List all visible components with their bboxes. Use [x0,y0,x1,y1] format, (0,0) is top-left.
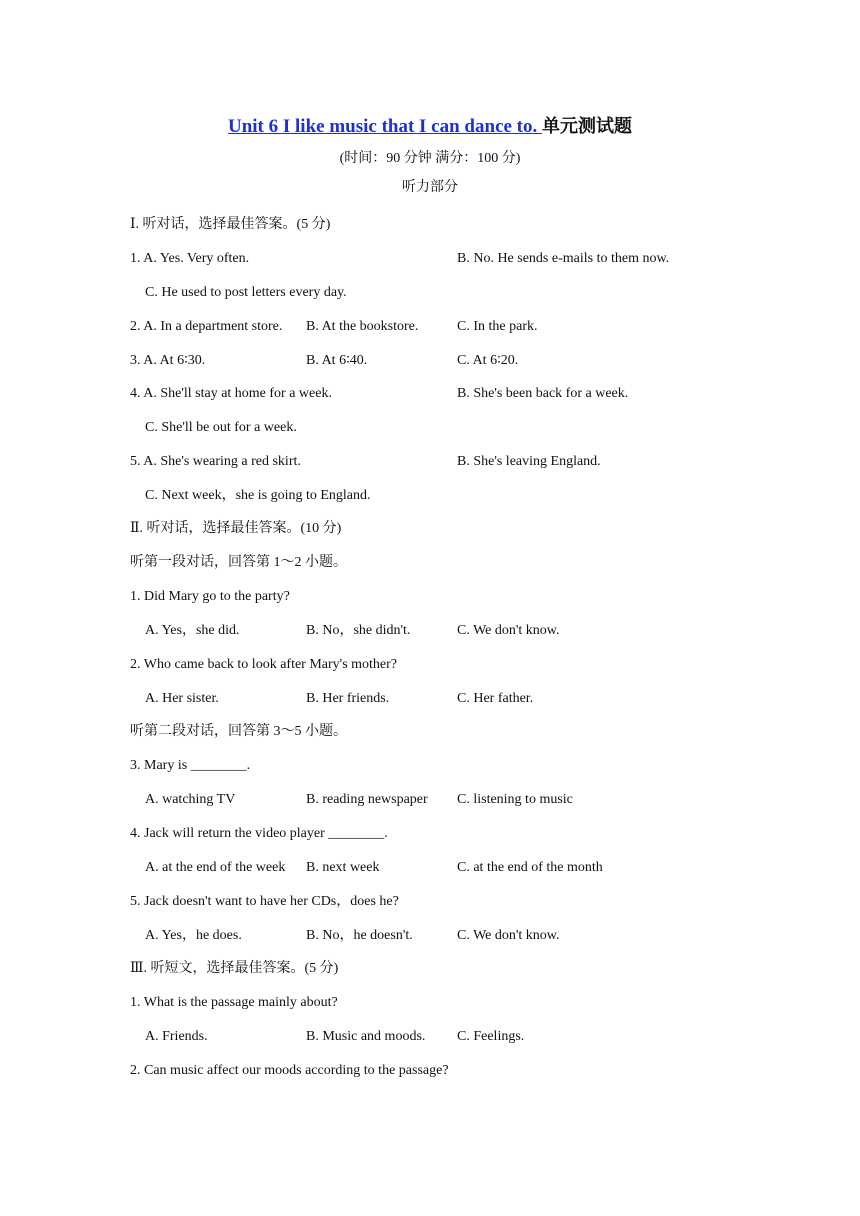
section3-heading: Ⅲ. 听短文，选择最佳答案。(5 分) [130,961,339,976]
s1-q2-option-b: B. At the bookstore. [306,319,419,334]
s2-q5-option-b: B. No，he doesn't. [306,928,413,943]
part-heading: 听力部分 [402,180,458,195]
s2-q3-option-c: C. listening to music [457,792,573,807]
section2-heading: Ⅱ. 听对话，选择最佳答案。(10 分) [130,521,342,536]
s1-q1-option-a: 1. A. Yes. Very often. [130,251,250,266]
s1-q3-option-c: C. At 6∶20. [457,353,519,368]
s3-q1-option-c: C. Feelings. [457,1029,525,1044]
title-link[interactable]: Unit 6 I like music that I can dance to. [227,116,543,137]
s2-q4-option-b: B. next week [306,860,380,875]
s2-dialogue2-intro: 听第二段对话，回答第 3～5 小题。 [130,724,347,739]
s2-q1-stem: 1. Did Mary go to the party? [130,589,290,604]
s1-q2-option-a: 2. A. In a department store. [130,319,283,334]
s1-q4-option-c: C. She'll be out for a week. [145,420,297,435]
s1-q5-option-c: C. Next week，she is going to England. [145,488,371,503]
s1-q4-option-a: 4. A. She'll stay at home for a week. [130,386,332,401]
s2-q1-option-b: B. No，she didn't. [306,623,411,638]
section1-heading: Ⅰ. 听对话，选择最佳答案。(5 分) [130,217,331,232]
s2-q2-option-c: C. Her father. [457,691,534,706]
s3-q2-stem: 2. Can music affect our moods according to the passage? [130,1063,449,1078]
s2-q2-option-b: B. Her friends. [306,691,390,706]
s3-q1-option-b: B. Music and moods. [306,1029,426,1044]
s2-q2-option-a: A. Her sister. [145,691,219,706]
s1-q3-option-a: 3. A. At 6∶30. [130,353,206,368]
document-title [0,112,860,142]
s1-q4-option-b: B. She's been back for a week. [457,386,629,401]
s2-q5-option-c: C. We don't know. [457,928,560,943]
s2-q4-option-a: A. at the end of the week [145,860,286,875]
s2-q4-stem: 4. Jack will return the video player ________. [130,826,388,841]
s2-q5-option-a: A. Yes，he does. [145,928,242,943]
s3-q1-stem: 1. What is the passage mainly about? [130,995,338,1010]
s1-q2-option-c: C. In the park. [457,319,538,334]
s2-q3-option-b: B. reading newspaper [306,792,428,807]
s2-q1-option-a: A. Yes，she did. [145,623,240,638]
exam-time-score: (时间：90 分钟 满分：100 分) [339,151,521,166]
s2-q3-stem: 3. Mary is ________. [130,758,251,773]
s2-q1-option-c: C. We don't know. [457,623,560,638]
s2-q3-option-a: A. watching TV [145,792,236,807]
s1-q5-option-a: 5. A. She's wearing a red skirt. [130,454,301,469]
s2-q5-stem: 5. Jack doesn't want to have her CDs，does he? [130,894,399,909]
s1-q1-option-b: B. No. He sends e-mails to them now. [457,251,670,266]
s1-q1-option-c: C. He used to post letters every day. [145,285,347,300]
s3-q1-option-a: A. Friends. [145,1029,208,1044]
s1-q3-option-b: B. At 6∶40. [306,353,368,368]
s2-q4-option-c: C. at the end of the month [457,860,603,875]
s1-q5-option-b: B. She's leaving England. [457,454,601,469]
s2-dialogue1-intro: 听第一段对话，回答第 1～2 小题。 [130,555,347,570]
title-chinese: 单元测试题 [542,116,633,137]
s2-q2-stem: 2. Who came back to look after Mary's mother? [130,657,398,672]
